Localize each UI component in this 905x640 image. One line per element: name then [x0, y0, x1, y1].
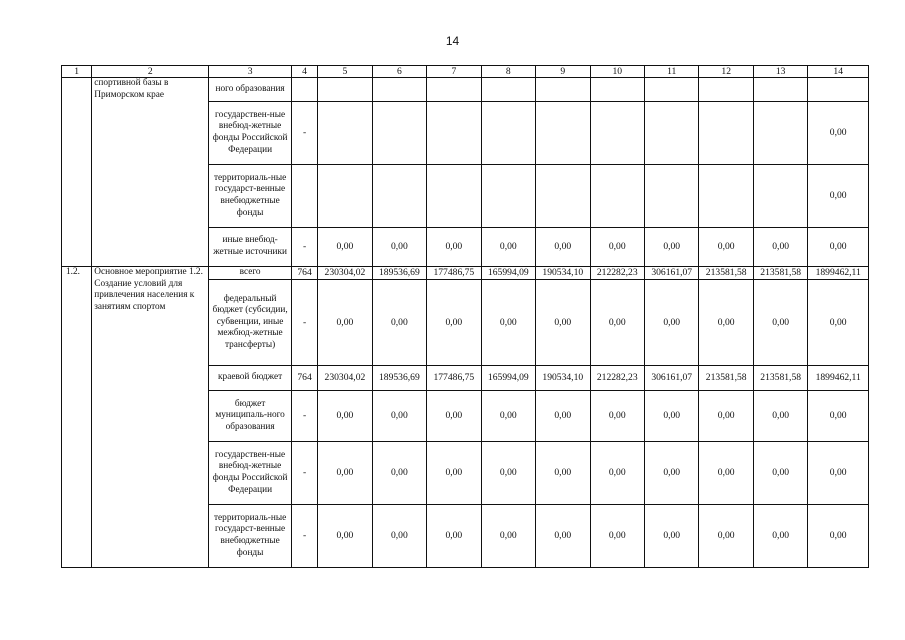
year-value: 165994,09 — [481, 366, 535, 391]
code-cell: - — [291, 280, 317, 366]
year-value — [699, 78, 753, 102]
year-value: 0,00 — [644, 505, 698, 568]
year-value — [536, 165, 590, 228]
funding-source: всего — [209, 267, 292, 280]
row-index — [62, 78, 92, 267]
year-value: 0,00 — [481, 442, 535, 505]
year-value: 0,00 — [372, 280, 426, 366]
measure-description: Основное мероприятие 1.2. Создание условий для привлечения населения к занятиям спортом — [92, 267, 209, 568]
year-value: 213581,58 — [753, 366, 807, 391]
code-cell: - — [291, 102, 317, 165]
year-value — [318, 102, 372, 165]
year-value — [372, 78, 426, 102]
column-number: 10 — [590, 66, 644, 78]
year-value: 0,00 — [590, 505, 644, 568]
column-number: 13 — [753, 66, 807, 78]
year-value — [590, 165, 644, 228]
year-value: 177486,75 — [427, 267, 481, 280]
year-value: 0,00 — [590, 442, 644, 505]
code-cell — [291, 78, 317, 102]
year-value — [427, 102, 481, 165]
column-number-row — [62, 66, 869, 78]
year-value — [644, 78, 698, 102]
year-value: 0,00 — [699, 442, 753, 505]
year-value: 0,00 — [753, 391, 807, 442]
year-value — [644, 102, 698, 165]
funding-source: государствен-ные внебюд-жетные фонды Российской Федерации — [209, 102, 292, 165]
column-number: 7 — [427, 66, 481, 78]
year-value — [753, 165, 807, 228]
year-value: 0,00 — [536, 505, 590, 568]
year-value: 0,00 — [318, 505, 372, 568]
year-value: 0,00 — [536, 442, 590, 505]
year-value: 0,00 — [372, 391, 426, 442]
column-number: 2 — [92, 66, 209, 78]
year-value: 0,00 — [590, 228, 644, 267]
funding-source: территориаль-ные государст-венные внебюджетные фонды — [209, 165, 292, 228]
year-value: 190534,10 — [536, 267, 590, 280]
year-value — [753, 78, 807, 102]
year-value: 0,00 — [590, 280, 644, 366]
year-value: 230304,02 — [318, 267, 372, 280]
funding-source: государствен-ные внебюд-жетные фонды Российской Федерации — [209, 442, 292, 505]
year-value — [318, 78, 372, 102]
total-value: 0,00 — [808, 391, 869, 442]
year-value: 0,00 — [753, 280, 807, 366]
year-value: 0,00 — [536, 391, 590, 442]
year-value: 0,00 — [372, 505, 426, 568]
year-value: 165994,09 — [481, 267, 535, 280]
funding-source: территориаль-ные государст-венные внебюджетные фонды — [209, 505, 292, 568]
year-value: 0,00 — [699, 505, 753, 568]
column-number: 14 — [808, 66, 869, 78]
year-value — [372, 102, 426, 165]
year-value — [481, 165, 535, 228]
year-value: 0,00 — [753, 228, 807, 267]
total-value: 0,00 — [808, 228, 869, 267]
column-number: 9 — [536, 66, 590, 78]
year-value: 0,00 — [753, 442, 807, 505]
year-value: 0,00 — [427, 280, 481, 366]
code-cell: 764 — [291, 267, 317, 280]
year-value: 213581,58 — [753, 267, 807, 280]
table-row — [62, 78, 869, 102]
year-value: 0,00 — [427, 505, 481, 568]
row-index: 1.2. — [62, 267, 92, 568]
year-value: 212282,23 — [590, 267, 644, 280]
year-value — [427, 165, 481, 228]
year-value: 0,00 — [644, 228, 698, 267]
year-value — [481, 102, 535, 165]
code-cell: - — [291, 228, 317, 267]
year-value: 0,00 — [481, 280, 535, 366]
year-value: 0,00 — [318, 228, 372, 267]
year-value — [753, 102, 807, 165]
year-value: 0,00 — [318, 280, 372, 366]
year-value: 0,00 — [644, 280, 698, 366]
year-value: 0,00 — [318, 442, 372, 505]
year-value: 213581,58 — [699, 267, 753, 280]
year-value: 0,00 — [536, 280, 590, 366]
code-cell: 764 — [291, 366, 317, 391]
total-value: 0,00 — [808, 442, 869, 505]
year-value: 212282,23 — [590, 366, 644, 391]
funding-source: иные внебюд-жетные источники — [209, 228, 292, 267]
year-value: 213581,58 — [699, 366, 753, 391]
year-value — [699, 165, 753, 228]
funding-source: бюджет муниципаль-ного образования — [209, 391, 292, 442]
year-value: 0,00 — [753, 505, 807, 568]
code-cell: - — [291, 442, 317, 505]
column-number: 8 — [481, 66, 535, 78]
code-cell — [291, 165, 317, 228]
year-value — [318, 165, 372, 228]
year-value: 189536,69 — [372, 366, 426, 391]
year-value: 0,00 — [427, 228, 481, 267]
year-value — [536, 102, 590, 165]
code-cell: - — [291, 391, 317, 442]
funding-source: краевой бюджет — [209, 366, 292, 391]
table-row — [62, 267, 869, 280]
year-value: 0,00 — [481, 391, 535, 442]
column-number: 5 — [318, 66, 372, 78]
year-value — [699, 102, 753, 165]
year-value: 0,00 — [372, 228, 426, 267]
column-number: 4 — [291, 66, 317, 78]
year-value: 177486,75 — [427, 366, 481, 391]
year-value: 0,00 — [536, 228, 590, 267]
year-value: 0,00 — [427, 442, 481, 505]
year-value — [536, 78, 590, 102]
column-number: 1 — [62, 66, 92, 78]
page-number: 14 — [445, 34, 460, 48]
funding-source: ного образования — [209, 78, 292, 102]
year-value — [481, 78, 535, 102]
year-value: 0,00 — [699, 391, 753, 442]
year-value: 306161,07 — [644, 267, 698, 280]
year-value — [644, 165, 698, 228]
year-value: 0,00 — [318, 391, 372, 442]
year-value — [372, 165, 426, 228]
year-value: 0,00 — [427, 391, 481, 442]
funding-source: федеральный бюджет (субсидии, субвенции, иные межбюд-жетные трансферты) — [209, 280, 292, 366]
year-value: 0,00 — [699, 228, 753, 267]
total-value — [808, 78, 869, 102]
year-value: 230304,02 — [318, 366, 372, 391]
total-value: 0,00 — [808, 165, 869, 228]
measure-description: спортивной базы в Приморском крае — [92, 78, 209, 267]
total-value: 1899462,11 — [808, 267, 869, 280]
total-value: 0,00 — [808, 505, 869, 568]
column-number: 6 — [372, 66, 426, 78]
year-value: 189536,69 — [372, 267, 426, 280]
column-number: 3 — [209, 66, 292, 78]
total-value: 0,00 — [808, 280, 869, 366]
year-value: 0,00 — [644, 391, 698, 442]
total-value: 1899462,11 — [808, 366, 869, 391]
total-value: 0,00 — [808, 102, 869, 165]
column-number: 12 — [699, 66, 753, 78]
year-value: 0,00 — [644, 442, 698, 505]
year-value — [590, 78, 644, 102]
year-value: 0,00 — [481, 228, 535, 267]
code-cell: - — [291, 505, 317, 568]
budget-table — [61, 65, 869, 568]
column-number: 11 — [644, 66, 698, 78]
year-value: 306161,07 — [644, 366, 698, 391]
year-value: 190534,10 — [536, 366, 590, 391]
year-value: 0,00 — [699, 280, 753, 366]
year-value: 0,00 — [372, 442, 426, 505]
year-value — [590, 102, 644, 165]
year-value — [427, 78, 481, 102]
year-value: 0,00 — [481, 505, 535, 568]
year-value: 0,00 — [590, 391, 644, 442]
